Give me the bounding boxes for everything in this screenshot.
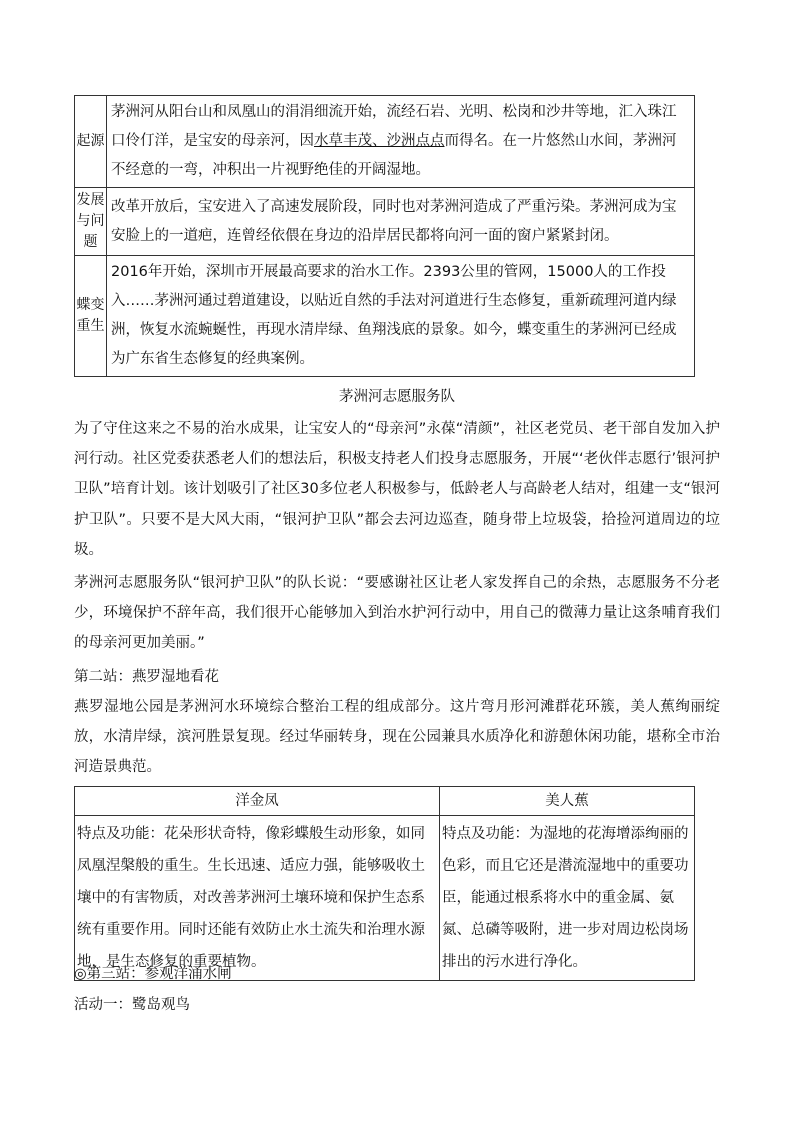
- row-text-development: 改革开放后，宝安进入了高速发展阶段，同时也对茅洲河造成了严重污染。茅洲河成为宝安脸上的一道疤，连曾经依偎在身边的沿岸居民都将向河一面的窗户紧紧封闭。: [107, 188, 695, 256]
- activity-one-heading: 活动一：鹭岛观鸟: [74, 997, 190, 1013]
- column-header-peacock-flower: 洋金凤: [75, 787, 440, 816]
- plant-comparison-table: [74, 786, 695, 981]
- column-header-canna: 美人蕉: [440, 787, 695, 816]
- row-label-development: 发展与问题: [75, 188, 107, 256]
- table-row: [75, 188, 695, 256]
- river-history-table: [74, 95, 695, 377]
- cell-canna: 特点及功能：为湿地的花海增添绚丽的色彩，而且它还是潜流湿地中的重要功臣，能通过根系将水中的重金属、氨氮、总磷等吸附，进一步对周边松岗场排出的污水进行净化。: [440, 816, 695, 981]
- row-text-rebirth: 2016年开始，深圳市开展最高要求的治水工作。2393公里的管网，15000人的工作投入……茅洲河通过碧道建设，以贴近自然的手法对河道进行生态修复，重新疏理河道内绿洲，恢复水流蜿蜒性，再现水清岸绿、鱼翔浅底的景象。如今，蝶变重生的茅洲河已经成为广东省生态修复的经典案例。: [107, 256, 695, 377]
- row-label-origin: 起源: [75, 96, 107, 188]
- table-row: [75, 96, 695, 188]
- section-caption: 茅洲河志愿服务队: [339, 389, 455, 405]
- underlined-phrase: 水草丰茂、沙洲点点: [314, 133, 445, 149]
- paragraph-captain-quote: 茅洲河志愿服务队“银河护卫队”的队长说：“要感谢社区让老人家发挥自己的余热，志愿服务不分老少，环境保护不辞年高，我们很开心能够加入到治水护河行动中，用自己的微薄力量让这条哺育我们的母亲河更加美丽。”: [74, 575, 720, 652]
- row-text-origin: 茅洲河从阳台山和凤凰山的涓涓细流开始，流经石岩、光明、松岗和沙井等地，汇入珠江口伶仃洋，是宝安的母亲河，因水草丰茂、沙洲点点而得名。在一片悠然山水间，茅洲河不经意的一弯，冲积出一片视野绝佳的开阔湿地。: [107, 96, 695, 188]
- paragraph-volunteers: 为了守住这来之不易的治水成果，让宝安人的“母亲河”永葆“清颜”，社区老党员、老干部自发加入护河行动。社区党委获悉老人们的想法后，积极支持老人们投身志愿服务，开展“‘老伙伴志愿行’银河护卫队”培育计划。该计划吸引了社区30多位老人积极参与，低龄老人与高龄老人结对，组建一支“银河护卫队”。只要不是大风大雨，“银河护卫队”都会去河边巡查，随身带上垃圾袋，拾捡河道周边的垃圾。: [74, 421, 720, 558]
- row-label-rebirth: 蝶变重生: [75, 256, 107, 377]
- table-row: [75, 256, 695, 377]
- station-two-heading: 第二站：燕罗湿地看花: [74, 669, 219, 685]
- cell-peacock-flower: 特点及功能：花朵形状奇特，像彩蝶般生动形象，如同凤凰涅槃般的重生。生长迅速、适应力强，能够吸收土壤中的有害物质，对改善茅洲河土壤环境和保护生态系统有重要作用。同时还能有效防止水土流失和治理水源地，是生态修复的重要植物。: [75, 816, 440, 981]
- station-three-heading: ◎第三站：参观洋涌水闸: [74, 966, 232, 982]
- table-row: [75, 816, 695, 981]
- paragraph-wetland-park: 燕罗湿地公园是茅洲河水环境综合整治工程的组成部分。这片弯月形河滩群花环簇，美人蕉绚丽绽放，水清岸绿，滨河胜景复现。经过华丽转身，现在公园兼具水质净化和游憩休闲功能，堪称全市治河造景典范。: [74, 699, 720, 776]
- table-header-row: [75, 787, 695, 816]
